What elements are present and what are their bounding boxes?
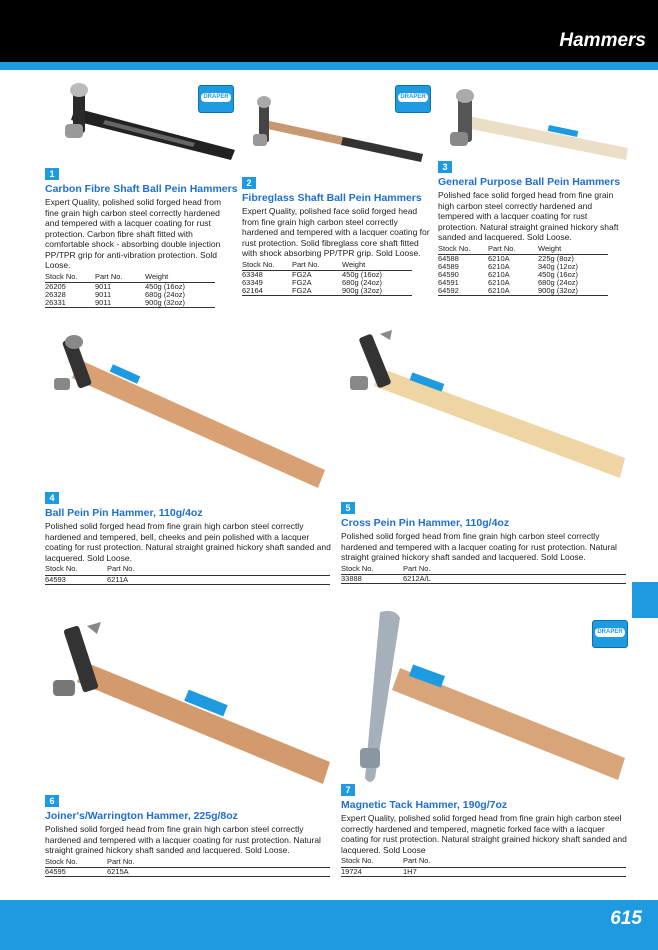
- product-title: Carbon Fibre Shaft Ball Pein Hammers: [45, 183, 238, 195]
- product-6: [45, 791, 335, 877]
- spec-table: [45, 565, 330, 585]
- product-title: Fibreglass Shaft Ball Pein Hammers: [242, 192, 422, 204]
- table-row: 63349 FG2A 680g (24oz): [242, 278, 383, 287]
- table-row: 62164 FG2A 900g (32oz): [242, 287, 412, 296]
- col-header: Stock No.: [45, 858, 107, 868]
- col-header: Part No.: [107, 858, 330, 868]
- col-header: Part No.: [403, 565, 626, 575]
- product-title: General Purpose Ball Pein Hammers: [438, 176, 621, 188]
- col-header: Part No.: [95, 273, 145, 283]
- product-description: Polished solid forged head from fine grain high carbon steel correctly hardened and tempered with a lacquer coating for rust protection. Natural straight grained hickory shaft sanded and lacquered. Sold Loose.: [341, 531, 617, 562]
- table-row: 26205 9011 450g (16oz): [45, 282, 186, 291]
- table-row: 64593 6211A: [45, 575, 330, 584]
- col-header: Stock No.: [45, 565, 107, 575]
- product-title: Cross Pein Pin Hammer, 110g/4oz: [341, 517, 510, 529]
- product-number: 7: [341, 784, 355, 796]
- footer-bar: [0, 900, 658, 950]
- page-number: 615: [610, 908, 642, 929]
- col-header: Stock No.: [341, 857, 403, 867]
- product-title: Joiner's/Warrington Hammer, 225g/8oz: [45, 810, 238, 822]
- col-header: Part No.: [292, 261, 342, 271]
- product-number: 5: [341, 502, 355, 514]
- product-number: 1: [45, 168, 59, 180]
- table-row: 64592 6210A 900g (32oz): [438, 287, 608, 296]
- hammer-image-6: [45, 622, 335, 787]
- product-description: Expert Quality, polished solid forged head from fine grain high carbon steel correctly hardened and tempered, magnetic forked face with a lacquer coating for rust protection. Natural straight grained hickory shaft sanded and lacquered. Sold Loose: [341, 813, 627, 855]
- product-description: Expert Quality, polished face solid forged head from fine grain high carbon steel correctly hardened and tempered with a lacquer coating for rust protection. Solid fibreglass core shaft fitted with shock absorbing PP/TPR grip. Sold Loose.: [242, 206, 430, 258]
- col-header: Weight: [342, 261, 412, 271]
- spec-table: [341, 565, 626, 585]
- col-header: Weight: [145, 273, 215, 283]
- table-row: 33888 6212A/L: [341, 575, 626, 584]
- product-3: [438, 157, 628, 296]
- product-number: 2: [242, 177, 256, 189]
- product-description: Polished solid forged head from fine grain high carbon steel correctly hardened and tempered, bell, cheeks and pein polished with a lacquer coating for rust protection. Natural straight grained hickory shaft sanded and lacquered. Sold Loose.: [45, 521, 331, 563]
- hammer-image-3: [438, 88, 633, 168]
- header-stripe: [0, 62, 658, 70]
- col-header: Stock No.: [45, 273, 95, 283]
- col-header: Weight: [538, 245, 608, 255]
- product-description: Expert Quality, polished solid forged head from fine grain high carbon steel correctly hardened and tempered with a lacquer coating for rust protection. Carbon fibre shaft fitted with comfortable shock - absorbing double injection PP/TPR grip for anti-vibration protection. Sold Loose.: [45, 197, 222, 270]
- section-title: Hammers: [559, 30, 646, 51]
- hammer-image-5: [340, 328, 630, 488]
- col-header: Part No.: [403, 857, 626, 867]
- table-row: 64595 6215A: [45, 868, 330, 877]
- product-number: 3: [438, 161, 452, 173]
- col-header: Part No.: [488, 245, 538, 255]
- col-header: Stock No.: [341, 565, 403, 575]
- product-1: [45, 164, 238, 308]
- spec-table: [438, 245, 608, 297]
- spec-table: [242, 261, 412, 297]
- product-7: [341, 780, 633, 877]
- spec-table: [45, 858, 330, 878]
- product-4: [45, 488, 335, 585]
- table-row: 64591 6210A 680g (24oz): [438, 278, 579, 287]
- product-title: Magnetic Tack Hammer, 190g/7oz: [341, 799, 508, 811]
- table-row: 26331 9011 900g (32oz): [45, 299, 215, 308]
- table-row: 64590 6210A 450g (16oz): [438, 270, 579, 279]
- product-5: [341, 498, 633, 584]
- product-title: Ball Pein Pin Hammer, 110g/4oz: [45, 507, 203, 519]
- product-description: Polished solid forged head from fine grain high carbon steel correctly hardened and tempered with a lacquer coating for rust protection. Natural straight grained hickory shaft sanded and lacquered. Sold Loose.: [45, 824, 321, 855]
- draper-logo: DRAPER: [592, 620, 628, 648]
- section-side-tab: [632, 582, 658, 618]
- hammer-image-4: [40, 330, 330, 490]
- product-number: 6: [45, 795, 59, 807]
- table-row: 64589 6210A 340g (12oz): [438, 262, 579, 271]
- table-row: 63348 FG2A 450g (16oz): [242, 270, 383, 279]
- spec-table: [341, 857, 626, 877]
- table-row: 19724 1H7: [341, 867, 626, 876]
- draper-logo: DRAPER: [198, 85, 234, 113]
- table-row: 26328 9011 680g (24oz): [45, 290, 186, 299]
- product-number: 4: [45, 492, 59, 504]
- hammer-image-7: [340, 608, 630, 788]
- col-header: Part No.: [107, 565, 330, 575]
- draper-logo: DRAPER: [395, 85, 431, 113]
- spec-table: [45, 273, 215, 309]
- col-header: Stock No.: [438, 245, 488, 255]
- product-2: [242, 173, 432, 296]
- table-row: 64588 6210A 225g (8oz): [438, 254, 574, 263]
- col-header: Stock No.: [242, 261, 292, 271]
- product-description: Polished face solid forged head from fine grain high carbon steel correctly hardened and tempered with a lacquer coating for rust protection. Natural straight grained hickory shaft sanded and lacquered. Sold Loose.: [438, 190, 619, 242]
